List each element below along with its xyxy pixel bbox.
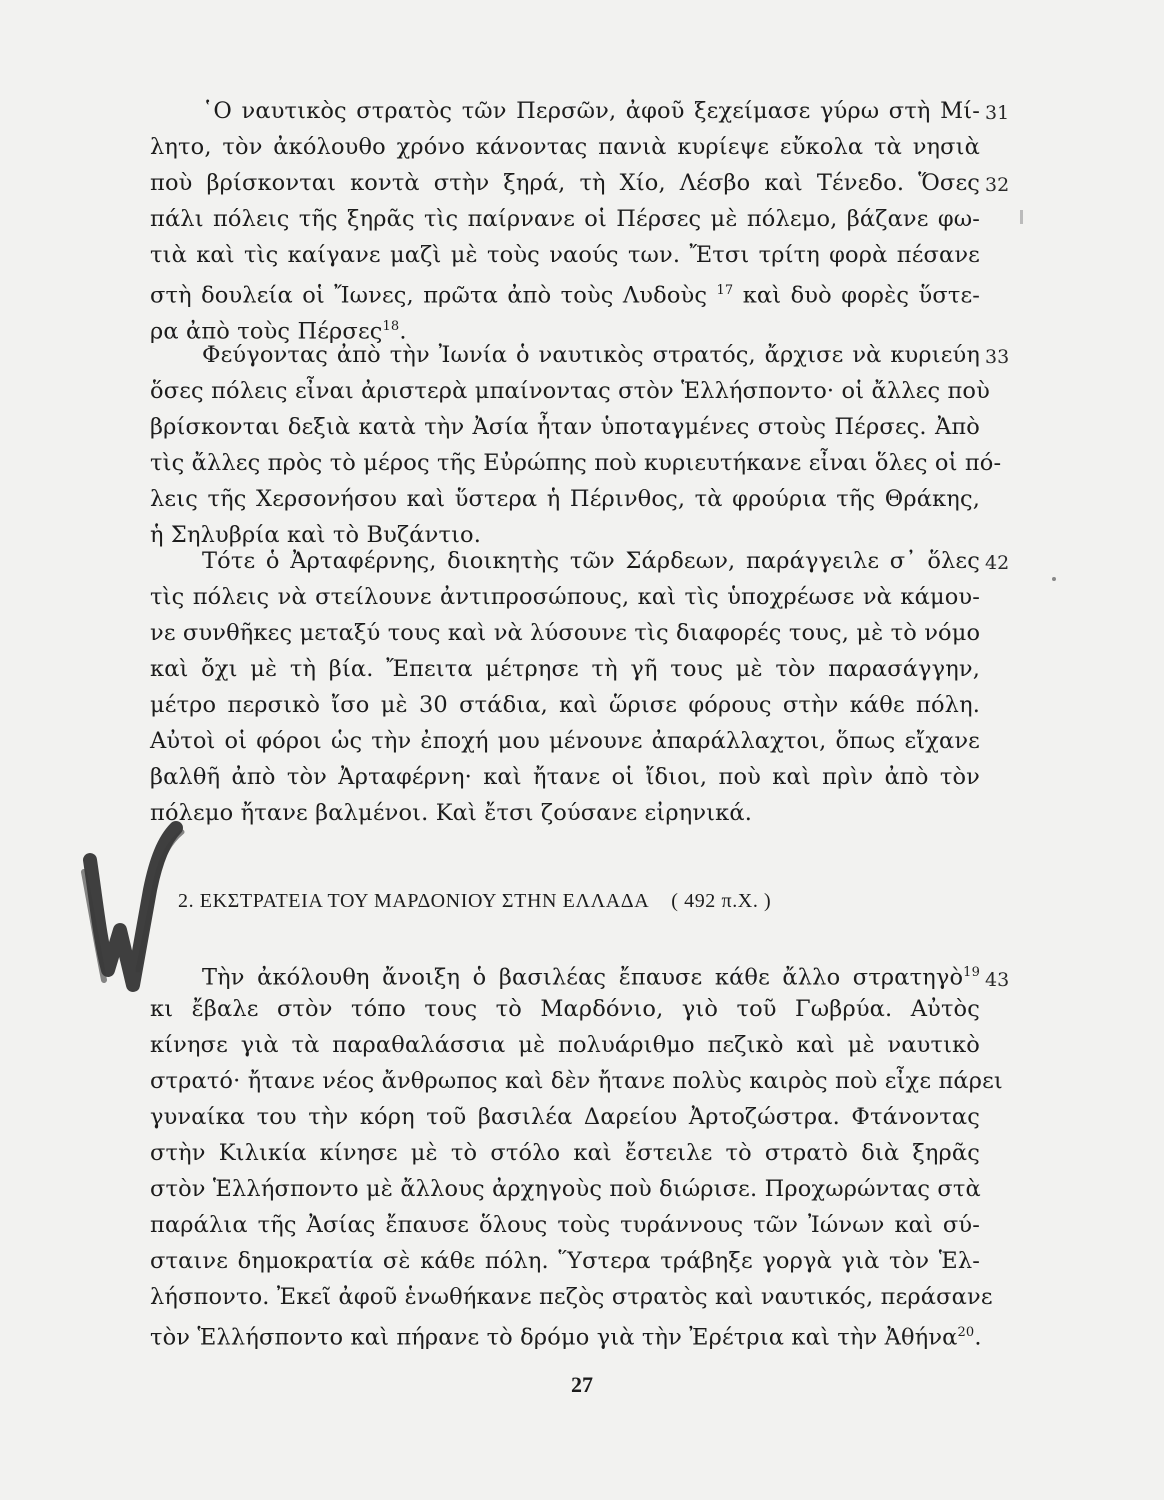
text-line: λεις τῆς Χερσονήσου καὶ ὕστερα ἡ Πέρινθος, τὰ φρούρια τῆς Θράκης, bbox=[150, 486, 980, 512]
text-line: νε συνθῆκες μεταξύ τους καὶ νὰ λύσουνε τὶς διαφορές τους, μὲ τὸ νόμο bbox=[150, 620, 981, 646]
page-number: 27 bbox=[571, 1372, 593, 1397]
text-line: ποὺ βρίσκονται κοντὰ στὴν ξηρά, τὴ Χίο, Λέσβο καὶ Τένεδο. Ὅσες bbox=[150, 170, 980, 196]
text-line: τιὰ καὶ τὶς καίγανε μαζὶ μὲ τοὺς ναούς των. Ἔτσι τρίτη φορὰ πέσανε bbox=[150, 242, 980, 268]
text-line bbox=[150, 273, 980, 309]
margin-number: 31 bbox=[985, 102, 1010, 124]
line-head: ρα ἀπὸ τοὺς Πέρσες bbox=[150, 318, 383, 345]
text-line: σταινε δημοκρατία σὲ κάθε πόλη. Ὕστερα τράβηξε γοργὰ γιὰ τὸν Ἑλ- bbox=[150, 1248, 980, 1274]
text-line: στρατό· ἤτανε νέος ἄνθρωπος καὶ δὲν ἤτανε πολὺς καιρὸς ποὺ εἶχε πάρει bbox=[150, 1068, 1003, 1094]
line-head: στὴ δουλεία οἱ Ἴωνες, πρῶτα ἀπὸ τοὺς Λυδοὺς bbox=[150, 282, 708, 309]
text-line: ἡ Σηλυβρία καὶ τὸ Βυζάντιο. bbox=[150, 522, 482, 548]
text-line: Αὐτοὶ οἱ φόροι ὡς τὴν ἐποχή μου μένουνε ἀπαράλλαχτοι, ὅπως εἴχανε bbox=[150, 728, 980, 754]
margin-number: 42 bbox=[985, 552, 1010, 574]
text-line bbox=[150, 955, 980, 991]
text-line: παράλια τῆς Ἀσίας ἔπαυσε ὅλους τοὺς τυράννους τῶν Ἰώνων καὶ σύ- bbox=[150, 1212, 980, 1238]
text-line: τὸν Ἑλλήσποντο καὶ πήρανε τὸ δρόμο γιὰ τὴν Ἐρέτρια καὶ τὴν Ἀθήνα$^{20}$. bbox=[150, 1324, 982, 1351]
footnote-ref-20: 20 bbox=[957, 1325, 975, 1340]
text-line: ρα ἀπὸ τοὺς Πέρσες$^{18}$. bbox=[150, 318, 407, 345]
text-line: πόλεμο ἤτανε βαλμένοι. Καὶ ἔτσι ζούσανε εἰρηνικά. bbox=[150, 800, 753, 826]
section-title: 2. ΕΚΣΤΡΑΤΕΙΑ ΤΟΥ ΜΑΡΔΟΝΙΟΥ ΣΤΗΝ ΕΛΛΑΔΑ bbox=[178, 890, 650, 912]
paragraph-3 bbox=[150, 543, 980, 831]
paragraph-1 bbox=[150, 93, 980, 345]
text-line: λητο, τὸν ἀκόλουθο χρόνο κάνοντας πανιὰ κυρίεψε εὔκολα τὰ νησιὰ bbox=[150, 134, 980, 160]
text-line: στὸν Ἑλλήσποντο μὲ ἄλλους ἀρχηγοὺς ποὺ διώρισε. Προχωρώντας στὰ bbox=[150, 1176, 981, 1202]
footnote-ref-17: 17 bbox=[716, 283, 734, 298]
line-head: Τὴν ἀκόλουθη ἄνοιξη ὁ βασιλέας ἔπαυσε κάθε ἄλλο στρατηγὸ bbox=[202, 964, 964, 991]
text-line: κίνησε γιὰ τὰ παραθαλάσσια μὲ πολυάριθμο πεζικὸ καὶ μὲ ναυτικὸ bbox=[150, 1032, 980, 1058]
line-tail: καὶ δυὸ φορὲς ὕστε- bbox=[742, 282, 981, 309]
scan-speck bbox=[1052, 577, 1056, 581]
text-line: ῾Ο ναυτικὸς στρατὸς τῶν Περσῶν, ἀφοῦ ξεχείμασε γύρω στὴ Μί- bbox=[202, 98, 980, 124]
footnote-ref-19: 19 bbox=[963, 965, 980, 980]
text-line: λήσποντο. Ἐκεῖ ἀφοῦ ἑνωθήκανε πεζὸς στρατὸς καὶ ναυτικός, περάσανε bbox=[150, 1284, 993, 1310]
line-head: τὸν Ἑλλήσποντο καὶ πήρανε τὸ δρόμο γιὰ τὴν Ἐρέτρια καὶ τὴν Ἀθήνα bbox=[150, 1324, 958, 1351]
text-line: Τότε ὁ Ἀρταφέρνης, διοικητὴς τῶν Σάρδεων, παράγγειλε σ᾽ ὅλες bbox=[202, 548, 980, 574]
footnote-ref-18: 18 bbox=[382, 319, 400, 334]
text-line: ὅσες πόλεις εἶναι ἀριστερὰ μπαίνοντας στὸν Ἑλλήσποντο· οἱ ἄλλες ποὺ bbox=[150, 378, 990, 404]
section-heading bbox=[178, 886, 978, 916]
text-line: Φεύγοντας ἀπὸ τὴν Ἰωνία ὁ ναυτικὸς στρατός, ἄρχισε νὰ κυριεύη bbox=[202, 342, 980, 368]
section-date: ( 492 π.Χ. ) bbox=[671, 890, 772, 912]
text-line: μέτρο περσικὸ ἴσο μὲ 30 στάδια, καὶ ὥρισε φόρους στὴν κάθε πόλη. bbox=[150, 692, 980, 718]
text-line: βρίσκονται δεξιὰ κατὰ τὴν Ἀσία ἦταν ὑποταγμένες στοὺς Πέρσες. Ἀπὸ bbox=[150, 414, 980, 440]
text-line: τὶς πόλεις νὰ στείλουνε ἀντιπροσώπους, καὶ τὶς ὑποχρέωσε νὰ κάμου- bbox=[150, 584, 980, 610]
text-line: γυναίκα του τὴν κόρη τοῦ βασιλέα Δαρείου Ἀρτοζώστρα. Φτάνοντας bbox=[150, 1104, 980, 1130]
text-line: βαλθῆ ἀπὸ τὸν Ἀρταφέρνη· καὶ ἤτανε οἱ ἴδιοι, ποὺ καὶ πρὶν ἀπὸ τὸν bbox=[150, 764, 980, 790]
margin-number: 32 bbox=[985, 174, 1010, 196]
text-line: στὴν Κιλικία κίνησε μὲ τὸ στόλο καὶ ἔστειλε τὸ στρατὸ διὰ ξηρᾶς bbox=[150, 1140, 980, 1166]
scan-speck bbox=[1020, 210, 1023, 224]
margin-number: 33 bbox=[985, 346, 1010, 368]
margin-number: 43 bbox=[985, 969, 1010, 991]
text-line: καὶ ὄχι μὲ τὴ βία. Ἔπειτα μέτρησε τὴ γῆ τους μὲ τὸν παρασάγγην, bbox=[150, 656, 980, 682]
text-line: κι ἔβαλε στὸν τόπο τους τὸ Μαρδόνιο, γιὸ τοῦ Γωβρύα. Αὐτὸς bbox=[150, 996, 980, 1022]
text-line: πάλι πόλεις τῆς ξηρᾶς τὶς παίρνανε οἱ Πέρσες μὲ πόλεμο, βάζανε φω- bbox=[150, 206, 980, 232]
text-line: τὶς ἄλλες πρὸς τὸ μέρος τῆς Εὐρώπης ποὺ κυριευτήκανε εἶναι ὅλες οἱ πό- bbox=[150, 450, 1002, 476]
